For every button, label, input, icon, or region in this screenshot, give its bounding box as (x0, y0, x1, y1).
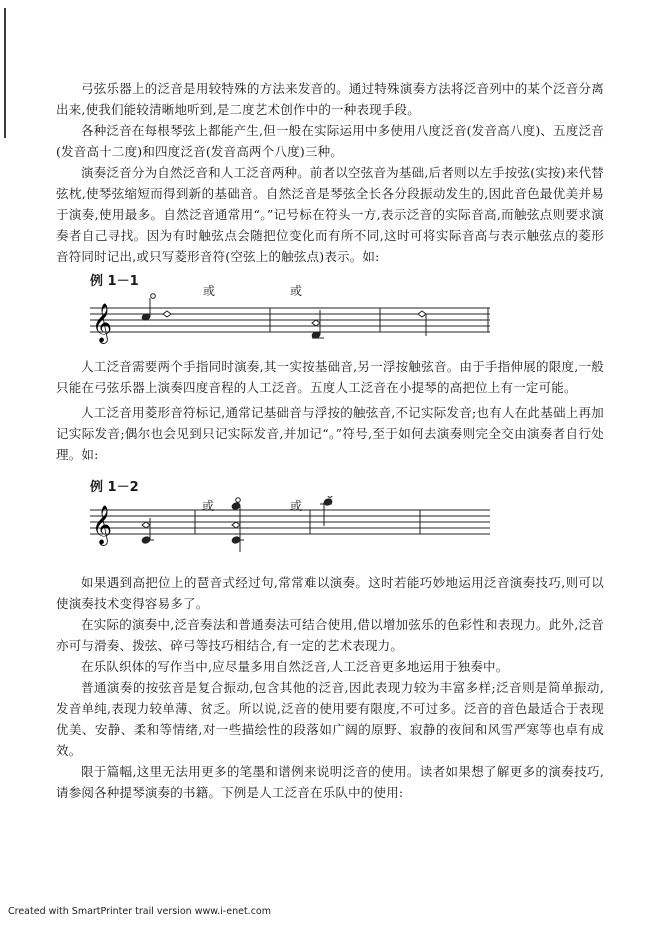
text-block-intro (56, 78, 604, 267)
paragraph: 如果遇到高把位上的琶音式经过句,常常难以演奏。这时若能巧妙地运用泛音演奏技巧,则可以使演奏技术变得容易多了。 (56, 575, 604, 611)
example-label: 例 1－2 (90, 480, 139, 495)
note-group (141, 294, 171, 321)
or-mark: 或 (202, 499, 215, 513)
or-mark: 或 (203, 284, 216, 298)
paragraph: 演奏泛音分为自然泛音和人工泛音两种。前者以空弦音为基础,后者则以左手按弦(实按)来代替弦枕,使琴弦缩短而得到新的基础音。自然泛音是琴弦全长各分段振动发生的,因此音色最优美并易于演奏,使用最多。自然泛音通常用“。”记号标在符头一方,表示泛音的实际音高,而触弦点则要求演奏者自己寻找。因为有时触弦点会随把位变化而有所不同,这时可将实际音高与表示触弦点的菱形音符同时记出,或只写菱形音符(空弦上的触弦点)表示。如: (56, 165, 604, 264)
harmonic-circle-icon (328, 496, 333, 497)
diamond-note-icon (142, 522, 150, 528)
harmonic-circle-icon (151, 294, 156, 299)
diamond-note-icon (418, 311, 426, 317)
or-mark: 或 (290, 499, 303, 513)
diamond-note-icon (312, 320, 320, 326)
harmonic-circle-icon (236, 498, 241, 503)
paragraph: 在乐队织体的写作当中,应尽量多用自然泛音,人工泛音更多地运用于独奏中。 (81, 659, 509, 674)
note-group (231, 498, 244, 552)
paragraph: 人工泛音需要两个手指同时演奏,其一实按基础音,另一浮按触弦音。由于手指伸展的限度,一般只能在弓弦乐器上演奏四度音程的人工泛音。五度人工泛音在小提琴的高把位上有一定可能。 (56, 359, 604, 395)
footer-watermark: Created with SmartPrinter trail version www.i-enet.com (8, 906, 271, 917)
treble-clef-icon: 𝄞 (92, 303, 113, 343)
paragraph: 弓弦乐器上的泛音是用较特殊的方法来发音的。通过特殊演奏方法将泛音列中的某个泛音分离出来,使我们能较清晰地听到,是二度艺术创作中的一种表现手段。 (56, 81, 604, 117)
paragraph: 人工泛音用菱形音符标记,通常记基础音与浮按的触弦音,不记实际发音;也有人在此基础上再加记实际发音;偶尔也会见到只记实际发音,并加记“。”符号,至于如何去演奏则完全交由演奏者自行处理。如: (56, 405, 604, 462)
paragraph: 各种泛音在每根琴弦上都能产生,但一般在实际运用中多使用八度泛音(发音高八度)、五度泛音(发音高十二度)和四度泛音(发音高两个八度)三种。 (56, 123, 604, 159)
example-label: 例 1－1 (90, 274, 139, 289)
text-block-artificial (56, 356, 604, 465)
paragraph: 普通演奏的按弦音是复合振动,包含其他的泛音,因此表现力较为丰富多样;泛音则是简单振动,发音单纯,表现力较单薄、贫乏。所以说,泛音的使用要有限度,不可过多。泛音的音色最适合于表现优美、安静、柔和等情绪,对一些描绘性的段落如广阔的原野、寂静的夜间和风雪严寒等也卓有成效。 (56, 680, 604, 758)
music-example-1 (80, 290, 500, 360)
paragraph: 在实际的演奏中,泛音奏法和普通奏法可结合使用,借以增加弦乐的色彩性和表现力。此外,泛音亦可与滑奏、拨弦、碎弓等技巧相结合,有一定的艺术表现力。 (56, 617, 604, 653)
or-mark: 或 (290, 284, 303, 298)
paragraph: 限于篇幅,这里无法用更多的笔墨和谱例来说明泛音的使用。读者如果想了解更多的演奏技巧,请参阅各种提琴演奏的书籍。下例是人工泛音在乐队中的使用: (56, 764, 604, 800)
treble-clef-icon: 𝄞 (92, 505, 113, 545)
page-edge-line (4, 8, 6, 138)
diamond-note-icon (163, 311, 171, 317)
staff-notation (80, 290, 500, 360)
text-block-usage (56, 572, 604, 803)
diamond-note-icon (232, 522, 240, 528)
